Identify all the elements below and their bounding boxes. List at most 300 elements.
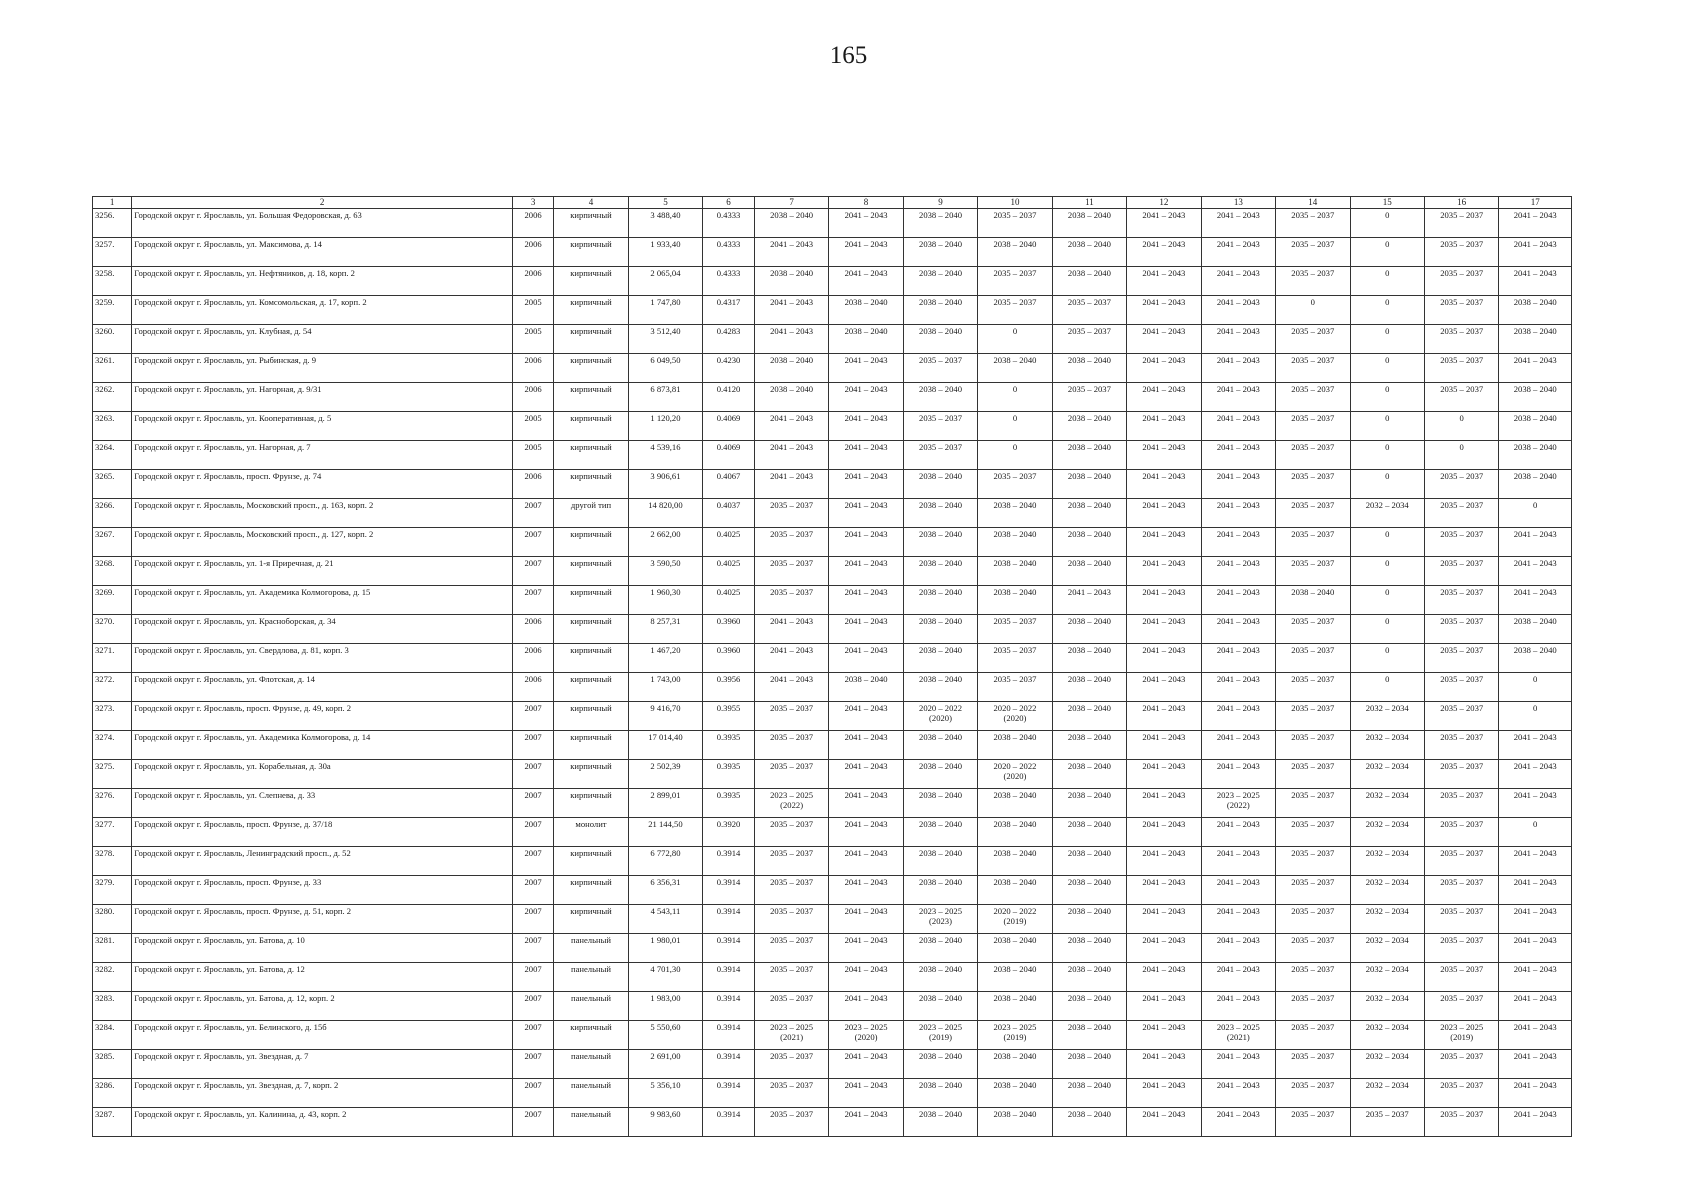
cell-total-area: 9 416,70: [628, 702, 702, 731]
cell-period-col-8: 2041 – 2043: [829, 702, 903, 731]
cell-period-col-14: 2035 – 2037: [1276, 1021, 1350, 1050]
cell-wear-coefficient: 0.3955: [703, 702, 755, 731]
cell-wear-coefficient: 0.3935: [703, 760, 755, 789]
cell-wall-material: панельный: [554, 1108, 628, 1137]
cell-wear-coefficient: 0.4333: [703, 238, 755, 267]
cell-period-col-12: 2041 – 2043: [1127, 586, 1201, 615]
cell-period-col-7: 2035 – 2037: [754, 557, 828, 586]
cell-period-col-8: 2041 – 2043: [829, 615, 903, 644]
cell-period-col-9: 2038 – 2040: [903, 499, 977, 528]
cell-period-col-9: 2038 – 2040: [903, 818, 977, 847]
cell-address: Городской округ г. Ярославль, ул. Слепнева, д. 33: [132, 789, 513, 818]
cell-period-col-15: 0: [1350, 586, 1424, 615]
cell-year-built: 2007: [512, 1108, 553, 1137]
cell-period-col-9: 2038 – 2040: [903, 963, 977, 992]
cell-year-built: 2007: [512, 702, 553, 731]
cell-period-col-9: 2038 – 2040: [903, 992, 977, 1021]
cell-period-col-11: 2038 – 2040: [1052, 238, 1126, 267]
cell-period-col-11: 2038 – 2040: [1052, 760, 1126, 789]
cell-period-col-14: 2035 – 2037: [1276, 238, 1350, 267]
cell-period-col-7: 2041 – 2043: [754, 238, 828, 267]
cell-period-col-15: 0: [1350, 354, 1424, 383]
cell-row-number: 3267.: [93, 528, 132, 557]
cell-period-col-16: 2035 – 2037: [1424, 557, 1498, 586]
cell-period-col-12: 2041 – 2043: [1127, 209, 1201, 238]
cell-period-col-7: 2041 – 2043: [754, 615, 828, 644]
cell-period-col-7: 2041 – 2043: [754, 644, 828, 673]
table-row: [93, 238, 1572, 267]
cell-wall-material: кирпичный: [554, 354, 628, 383]
cell-period-col-15: 0: [1350, 615, 1424, 644]
cell-wall-material: кирпичный: [554, 905, 628, 934]
cell-period-col-16: 2035 – 2037: [1424, 789, 1498, 818]
cell-period-col-12: 2041 – 2043: [1127, 238, 1201, 267]
cell-period-col-15: 2032 – 2034: [1350, 818, 1424, 847]
cell-period-col-9: 2038 – 2040: [903, 644, 977, 673]
cell-period-col-13: 2041 – 2043: [1201, 934, 1275, 963]
cell-period-col-13: 2041 – 2043: [1201, 441, 1275, 470]
cell-year-built: 2005: [512, 325, 553, 354]
cell-wear-coefficient: 0.3914: [703, 876, 755, 905]
cell-period-col-12: 2041 – 2043: [1127, 557, 1201, 586]
table-row: [93, 673, 1572, 702]
cell-period-col-17: 2041 – 2043: [1499, 1050, 1572, 1079]
cell-wear-coefficient: 0.4069: [703, 441, 755, 470]
cell-period-col-13: 2041 – 2043: [1201, 267, 1275, 296]
cell-period-col-12: 2041 – 2043: [1127, 267, 1201, 296]
cell-year-built: 2007: [512, 557, 553, 586]
cell-year-built: 2006: [512, 383, 553, 412]
table-row: [93, 1050, 1572, 1079]
cell-period-col-15: 0: [1350, 557, 1424, 586]
cell-period-col-12: 2041 – 2043: [1127, 528, 1201, 557]
cell-period-col-13: 2023 – 2025 (2021): [1201, 1021, 1275, 1050]
cell-period-col-11: 2038 – 2040: [1052, 499, 1126, 528]
cell-address: Городской округ г. Ярославль, ул. Рыбинская, д. 9: [132, 354, 513, 383]
cell-address: Городской округ г. Ярославль, ул. Звездная, д. 7: [132, 1050, 513, 1079]
cell-period-col-15: 2032 – 2034: [1350, 934, 1424, 963]
cell-total-area: 1 980,01: [628, 934, 702, 963]
cell-period-col-11: 2038 – 2040: [1052, 441, 1126, 470]
cell-period-col-16: 2035 – 2037: [1424, 267, 1498, 296]
cell-period-col-9: 2038 – 2040: [903, 238, 977, 267]
cell-period-col-9: 2035 – 2037: [903, 354, 977, 383]
cell-total-area: 1 933,40: [628, 238, 702, 267]
cell-wear-coefficient: 0.3920: [703, 818, 755, 847]
cell-period-col-13: 2041 – 2043: [1201, 238, 1275, 267]
cell-period-col-10: 2038 – 2040: [978, 1108, 1052, 1137]
cell-period-col-10: 2038 – 2040: [978, 1050, 1052, 1079]
cell-total-area: 14 820,00: [628, 499, 702, 528]
cell-period-col-14: 2035 – 2037: [1276, 818, 1350, 847]
cell-period-col-9: 2020 – 2022 (2020): [903, 702, 977, 731]
cell-total-area: 5 550,60: [628, 1021, 702, 1050]
cell-period-col-11: 2035 – 2037: [1052, 383, 1126, 412]
cell-period-col-15: 0: [1350, 412, 1424, 441]
cell-wear-coefficient: 0.4230: [703, 354, 755, 383]
cell-period-col-14: 0: [1276, 296, 1350, 325]
cell-row-number: 3259.: [93, 296, 132, 325]
cell-period-col-13: 2041 – 2043: [1201, 383, 1275, 412]
cell-period-col-7: 2035 – 2037: [754, 528, 828, 557]
cell-wall-material: кирпичный: [554, 586, 628, 615]
cell-wall-material: кирпичный: [554, 1021, 628, 1050]
table-row: [93, 470, 1572, 499]
cell-period-col-14: 2035 – 2037: [1276, 673, 1350, 702]
column-header-9: 9: [903, 197, 977, 209]
cell-period-col-17: 2041 – 2043: [1499, 876, 1572, 905]
cell-period-col-9: 2038 – 2040: [903, 325, 977, 354]
cell-address: Городской округ г. Ярославль, ул. Большая Федоровская, д. 63: [132, 209, 513, 238]
cell-period-col-10: 2038 – 2040: [978, 789, 1052, 818]
table-row: [93, 934, 1572, 963]
cell-period-col-15: 2032 – 2034: [1350, 992, 1424, 1021]
cell-row-number: 3271.: [93, 644, 132, 673]
cell-wear-coefficient: 0.4283: [703, 325, 755, 354]
cell-row-number: 3257.: [93, 238, 132, 267]
cell-wall-material: кирпичный: [554, 267, 628, 296]
cell-period-col-9: 2038 – 2040: [903, 847, 977, 876]
cell-period-col-16: 2035 – 2037: [1424, 325, 1498, 354]
cell-total-area: 3 488,40: [628, 209, 702, 238]
cell-period-col-13: 2041 – 2043: [1201, 760, 1275, 789]
cell-period-col-11: 2038 – 2040: [1052, 934, 1126, 963]
cell-row-number: 3256.: [93, 209, 132, 238]
cell-wall-material: кирпичный: [554, 876, 628, 905]
cell-period-col-17: 0: [1499, 818, 1572, 847]
cell-year-built: 2006: [512, 354, 553, 383]
column-header-10: 10: [978, 197, 1052, 209]
cell-period-col-13: 2041 – 2043: [1201, 325, 1275, 354]
cell-address: Городской округ г. Ярославль, просп. Фрунзе, д. 51, корп. 2: [132, 905, 513, 934]
cell-address: Городской округ г. Ярославль, ул. Нагорная, д. 9/31: [132, 383, 513, 412]
cell-period-col-17: 2041 – 2043: [1499, 963, 1572, 992]
column-header-6: 6: [703, 197, 755, 209]
cell-total-area: 6 772,80: [628, 847, 702, 876]
cell-period-col-7: 2038 – 2040: [754, 383, 828, 412]
cell-address: Городской округ г. Ярославль, просп. Фрунзе, д. 37/18: [132, 818, 513, 847]
cell-period-col-12: 2041 – 2043: [1127, 905, 1201, 934]
cell-period-col-14: 2035 – 2037: [1276, 963, 1350, 992]
cell-period-col-16: 2035 – 2037: [1424, 615, 1498, 644]
cell-period-col-14: 2035 – 2037: [1276, 760, 1350, 789]
cell-period-col-14: 2035 – 2037: [1276, 441, 1350, 470]
column-header-3: 3: [512, 197, 553, 209]
cell-period-col-8: 2038 – 2040: [829, 325, 903, 354]
cell-period-col-11: 2038 – 2040: [1052, 673, 1126, 702]
cell-wall-material: кирпичный: [554, 412, 628, 441]
cell-period-col-9: 2038 – 2040: [903, 673, 977, 702]
cell-period-col-14: 2035 – 2037: [1276, 1050, 1350, 1079]
cell-total-area: 3 590,50: [628, 557, 702, 586]
cell-period-col-7: 2023 – 2025 (2022): [754, 789, 828, 818]
cell-period-col-11: 2035 – 2037: [1052, 325, 1126, 354]
cell-period-col-7: 2035 – 2037: [754, 1050, 828, 1079]
cell-period-col-10: 2023 – 2025 (2019): [978, 1021, 1052, 1050]
cell-year-built: 2007: [512, 1079, 553, 1108]
cell-period-col-17: 2041 – 2043: [1499, 1021, 1572, 1050]
cell-address: Городской округ г. Ярославль, ул. Клубная, д. 54: [132, 325, 513, 354]
cell-period-col-16: 2023 – 2025 (2019): [1424, 1021, 1498, 1050]
cell-address: Городской округ г. Ярославль, ул. Батова, д. 12: [132, 963, 513, 992]
cell-wear-coefficient: 0.3914: [703, 1050, 755, 1079]
cell-period-col-16: 2035 – 2037: [1424, 818, 1498, 847]
cell-period-col-10: 2038 – 2040: [978, 557, 1052, 586]
cell-period-col-13: 2041 – 2043: [1201, 557, 1275, 586]
table-row: [93, 615, 1572, 644]
cell-period-col-11: 2041 – 2043: [1052, 586, 1126, 615]
cell-period-col-8: 2041 – 2043: [829, 934, 903, 963]
table-row: [93, 557, 1572, 586]
cell-wall-material: кирпичный: [554, 441, 628, 470]
cell-address: Городской округ г. Ярославль, просп. Фрунзе, д. 74: [132, 470, 513, 499]
cell-period-col-11: 2038 – 2040: [1052, 818, 1126, 847]
cell-period-col-10: 2020 – 2022 (2020): [978, 760, 1052, 789]
cell-row-number: 3278.: [93, 847, 132, 876]
cell-period-col-14: 2035 – 2037: [1276, 383, 1350, 412]
cell-total-area: 6 049,50: [628, 354, 702, 383]
cell-period-col-17: 2041 – 2043: [1499, 934, 1572, 963]
cell-period-col-15: 2032 – 2034: [1350, 905, 1424, 934]
table-body: [93, 209, 1572, 1137]
cell-period-col-17: 0: [1499, 673, 1572, 702]
cell-period-col-11: 2038 – 2040: [1052, 731, 1126, 760]
cell-period-col-10: 2035 – 2037: [978, 296, 1052, 325]
cell-year-built: 2007: [512, 760, 553, 789]
cell-row-number: 3266.: [93, 499, 132, 528]
cell-period-col-10: 0: [978, 441, 1052, 470]
table-row: [93, 209, 1572, 238]
cell-period-col-7: 2038 – 2040: [754, 354, 828, 383]
cell-period-col-15: 0: [1350, 238, 1424, 267]
cell-period-col-9: 2038 – 2040: [903, 1050, 977, 1079]
cell-period-col-11: 2038 – 2040: [1052, 963, 1126, 992]
cell-year-built: 2007: [512, 934, 553, 963]
cell-period-col-14: 2035 – 2037: [1276, 470, 1350, 499]
cell-period-col-16: 2035 – 2037: [1424, 992, 1498, 1021]
cell-period-col-12: 2041 – 2043: [1127, 847, 1201, 876]
cell-period-col-14: 2035 – 2037: [1276, 731, 1350, 760]
cell-period-col-11: 2038 – 2040: [1052, 644, 1126, 673]
cell-row-number: 3287.: [93, 1108, 132, 1137]
cell-period-col-9: 2038 – 2040: [903, 934, 977, 963]
cell-wall-material: панельный: [554, 963, 628, 992]
cell-period-col-8: 2041 – 2043: [829, 905, 903, 934]
table-row: [93, 267, 1572, 296]
cell-period-col-12: 2041 – 2043: [1127, 702, 1201, 731]
cell-period-col-7: 2035 – 2037: [754, 847, 828, 876]
cell-period-col-10: 2020 – 2022 (2020): [978, 702, 1052, 731]
cell-period-col-8: 2041 – 2043: [829, 267, 903, 296]
column-header-2: 2: [132, 197, 513, 209]
cell-period-col-10: 2038 – 2040: [978, 934, 1052, 963]
cell-period-col-14: 2035 – 2037: [1276, 1079, 1350, 1108]
cell-wear-coefficient: 0.3914: [703, 934, 755, 963]
cell-wear-coefficient: 0.4067: [703, 470, 755, 499]
cell-period-col-17: 2041 – 2043: [1499, 760, 1572, 789]
cell-period-col-12: 2041 – 2043: [1127, 615, 1201, 644]
cell-period-col-8: 2041 – 2043: [829, 847, 903, 876]
cell-period-col-15: 2032 – 2034: [1350, 760, 1424, 789]
cell-row-number: 3281.: [93, 934, 132, 963]
cell-wall-material: кирпичный: [554, 760, 628, 789]
cell-total-area: 1 743,00: [628, 673, 702, 702]
cell-period-col-16: 2035 – 2037: [1424, 499, 1498, 528]
cell-period-col-11: 2038 – 2040: [1052, 992, 1126, 1021]
cell-year-built: 2007: [512, 528, 553, 557]
table-row: [93, 644, 1572, 673]
cell-period-col-10: 2035 – 2037: [978, 209, 1052, 238]
cell-wall-material: кирпичный: [554, 383, 628, 412]
cell-address: Городской округ г. Ярославль, просп. Фрунзе, д. 49, корп. 2: [132, 702, 513, 731]
cell-year-built: 2006: [512, 238, 553, 267]
cell-period-col-13: 2041 – 2043: [1201, 499, 1275, 528]
cell-year-built: 2006: [512, 615, 553, 644]
table-row: [93, 412, 1572, 441]
cell-total-area: 2 691,00: [628, 1050, 702, 1079]
cell-period-col-10: 2038 – 2040: [978, 499, 1052, 528]
column-header-13: 13: [1201, 197, 1275, 209]
cell-period-col-13: 2041 – 2043: [1201, 528, 1275, 557]
cell-wear-coefficient: 0.4037: [703, 499, 755, 528]
column-header-17: 17: [1499, 197, 1572, 209]
cell-period-col-17: 2041 – 2043: [1499, 267, 1572, 296]
cell-total-area: 6 873,81: [628, 383, 702, 412]
cell-period-col-10: 0: [978, 325, 1052, 354]
cell-period-col-8: 2041 – 2043: [829, 1079, 903, 1108]
cell-period-col-13: 2041 – 2043: [1201, 673, 1275, 702]
cell-period-col-15: 2032 – 2034: [1350, 731, 1424, 760]
cell-period-col-15: 2032 – 2034: [1350, 847, 1424, 876]
cell-period-col-17: 2041 – 2043: [1499, 789, 1572, 818]
cell-year-built: 2005: [512, 412, 553, 441]
cell-period-col-12: 2041 – 2043: [1127, 760, 1201, 789]
column-header-8: 8: [829, 197, 903, 209]
cell-period-col-10: 2038 – 2040: [978, 528, 1052, 557]
cell-period-col-11: 2035 – 2037: [1052, 296, 1126, 325]
cell-period-col-15: 2032 – 2034: [1350, 1079, 1424, 1108]
cell-total-area: 1 983,00: [628, 992, 702, 1021]
cell-period-col-9: 2035 – 2037: [903, 441, 977, 470]
cell-period-col-14: 2035 – 2037: [1276, 615, 1350, 644]
cell-year-built: 2007: [512, 847, 553, 876]
cell-total-area: 2 899,01: [628, 789, 702, 818]
cell-row-number: 3260.: [93, 325, 132, 354]
cell-address: Городской округ г. Ярославль, ул. Красноборская, д. 34: [132, 615, 513, 644]
cell-period-col-8: 2041 – 2043: [829, 992, 903, 1021]
cell-period-col-17: 2041 – 2043: [1499, 1079, 1572, 1108]
cell-period-col-15: 2032 – 2034: [1350, 876, 1424, 905]
cell-period-col-9: 2038 – 2040: [903, 586, 977, 615]
cell-year-built: 2007: [512, 586, 553, 615]
cell-wall-material: панельный: [554, 1050, 628, 1079]
table-row: [93, 296, 1572, 325]
cell-year-built: 2006: [512, 673, 553, 702]
cell-period-col-10: 2038 – 2040: [978, 963, 1052, 992]
cell-wear-coefficient: 0.3935: [703, 731, 755, 760]
table-row: [93, 992, 1572, 1021]
cell-period-col-14: 2035 – 2037: [1276, 934, 1350, 963]
cell-row-number: 3270.: [93, 615, 132, 644]
table-row: [93, 847, 1572, 876]
cell-address: Городской округ г. Ярославль, ул. Комсомольская, д. 17, корп. 2: [132, 296, 513, 325]
column-header-7: 7: [754, 197, 828, 209]
cell-period-col-15: 0: [1350, 441, 1424, 470]
cell-period-col-7: 2035 – 2037: [754, 963, 828, 992]
cell-period-col-17: 2041 – 2043: [1499, 731, 1572, 760]
cell-wall-material: кирпичный: [554, 673, 628, 702]
cell-year-built: 2007: [512, 731, 553, 760]
cell-period-col-12: 2041 – 2043: [1127, 818, 1201, 847]
cell-row-number: 3285.: [93, 1050, 132, 1079]
cell-period-col-13: 2041 – 2043: [1201, 818, 1275, 847]
table-row: [93, 586, 1572, 615]
cell-total-area: 3 512,40: [628, 325, 702, 354]
cell-total-area: 4 543,11: [628, 905, 702, 934]
cell-period-col-8: 2041 – 2043: [829, 1050, 903, 1079]
cell-wear-coefficient: 0.3914: [703, 1108, 755, 1137]
cell-address: Городской округ г. Ярославль, Московский просп., д. 163, корп. 2: [132, 499, 513, 528]
cell-period-col-8: 2041 – 2043: [829, 731, 903, 760]
cell-period-col-13: 2041 – 2043: [1201, 644, 1275, 673]
cell-period-col-11: 2038 – 2040: [1052, 267, 1126, 296]
cell-period-col-11: 2038 – 2040: [1052, 876, 1126, 905]
cell-period-col-14: 2035 – 2037: [1276, 354, 1350, 383]
cell-period-col-11: 2038 – 2040: [1052, 847, 1126, 876]
cell-year-built: 2007: [512, 1021, 553, 1050]
column-header-5: 5: [628, 197, 702, 209]
cell-period-col-7: 2041 – 2043: [754, 325, 828, 354]
cell-address: Городской округ г. Ярославль, ул. Калинина, д. 43, корп. 2: [132, 1108, 513, 1137]
cell-period-col-13: 2041 – 2043: [1201, 876, 1275, 905]
cell-period-col-7: 2023 – 2025 (2021): [754, 1021, 828, 1050]
cell-period-col-13: 2041 – 2043: [1201, 992, 1275, 1021]
cell-period-col-12: 2041 – 2043: [1127, 673, 1201, 702]
cell-period-col-17: 2038 – 2040: [1499, 383, 1572, 412]
cell-period-col-17: 2041 – 2043: [1499, 992, 1572, 1021]
cell-period-col-16: 0: [1424, 412, 1498, 441]
table-row: [93, 1021, 1572, 1050]
column-header-14: 14: [1276, 197, 1350, 209]
cell-wall-material: панельный: [554, 934, 628, 963]
cell-period-col-10: 2038 – 2040: [978, 238, 1052, 267]
cell-wall-material: кирпичный: [554, 296, 628, 325]
cell-period-col-17: 2038 – 2040: [1499, 441, 1572, 470]
cell-address: Городской округ г. Ярославль, ул. Звездная, д. 7, корп. 2: [132, 1079, 513, 1108]
cell-period-col-8: 2041 – 2043: [829, 586, 903, 615]
cell-period-col-10: 2020 – 2022 (2019): [978, 905, 1052, 934]
cell-period-col-7: 2035 – 2037: [754, 731, 828, 760]
cell-period-col-7: 2038 – 2040: [754, 209, 828, 238]
cell-period-col-7: 2035 – 2037: [754, 934, 828, 963]
cell-row-number: 3265.: [93, 470, 132, 499]
cell-address: Городской округ г. Ярославль, ул. 1-я Приречная, д. 21: [132, 557, 513, 586]
table-row: [93, 325, 1572, 354]
cell-period-col-11: 2038 – 2040: [1052, 1021, 1126, 1050]
cell-period-col-16: 2035 – 2037: [1424, 876, 1498, 905]
cell-period-col-14: 2035 – 2037: [1276, 847, 1350, 876]
cell-period-col-7: 2038 – 2040: [754, 267, 828, 296]
table-row: [93, 354, 1572, 383]
cell-row-number: 3276.: [93, 789, 132, 818]
table-row: [93, 528, 1572, 557]
cell-period-col-17: 2041 – 2043: [1499, 528, 1572, 557]
table-row: [93, 789, 1572, 818]
cell-address: Городской округ г. Ярославль, ул. Академика Колмогорова, д. 14: [132, 731, 513, 760]
cell-period-col-16: 2035 – 2037: [1424, 1050, 1498, 1079]
cell-period-col-9: 2038 – 2040: [903, 209, 977, 238]
cell-period-col-16: 2035 – 2037: [1424, 528, 1498, 557]
